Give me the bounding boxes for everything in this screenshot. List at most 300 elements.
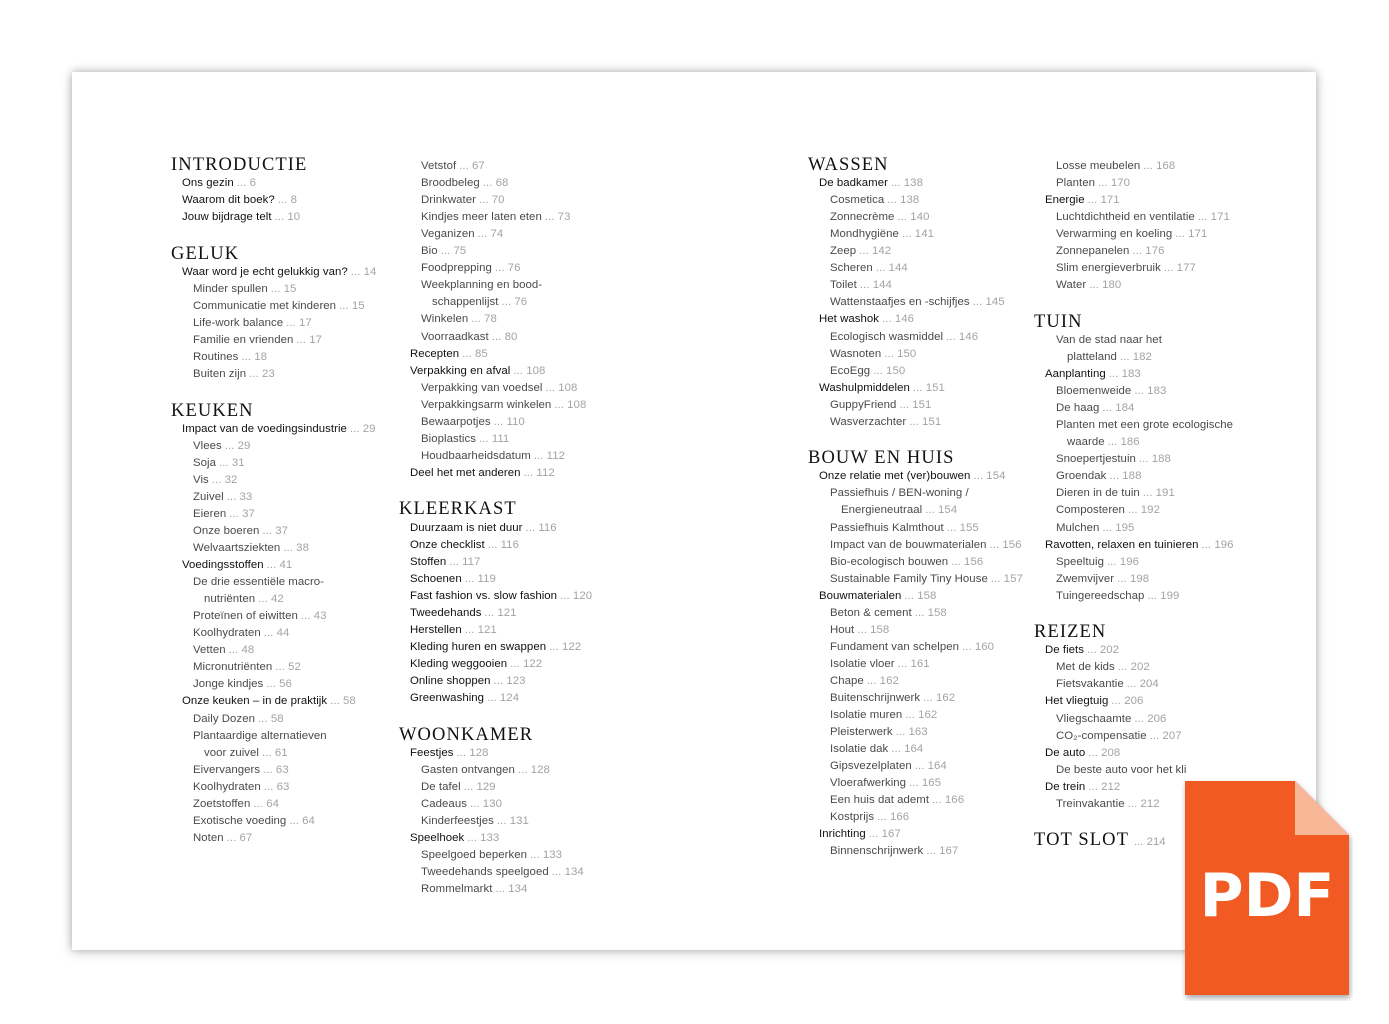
entry-title: Zuivel [193,490,224,503]
page-number: ... 150 [873,364,906,377]
entry-title: CO₂-compensatie [1056,729,1147,742]
page-number: ... 164 [891,743,924,756]
toc-entry [410,589,592,603]
toc-entry [421,432,509,446]
page-number: ... 58 [257,712,284,725]
page-number: ... 151 [899,398,932,411]
toc-chapter-heading [171,244,239,264]
entry-title: Pleisterwerk [830,726,893,739]
page-number: ... 75 [440,245,467,258]
pdf-label: PDF [1199,861,1335,931]
page-number: ... 42 [258,593,284,606]
toc-entry [830,708,937,722]
toc-entry [182,694,356,708]
toc-entry [421,797,502,811]
page-number: ... 196 [1201,538,1234,551]
toc-entry [193,541,309,555]
entry-title: Kinderfeestjes [421,814,494,827]
toc-entry [410,538,519,552]
toc-entry [204,592,284,606]
entry-title: Bio [421,245,438,258]
entry-title: Planten met een grote ecologische [1056,419,1234,432]
toc-entry [421,227,503,241]
toc-entry [421,278,542,292]
entry-title: Onze boeren [193,524,260,537]
entry-title: Jouw bijdrage telt [182,211,272,224]
toc-entry [421,312,497,326]
page-number: ... 17 [296,333,322,346]
entry-title: Proteïnen of eiwitten [193,610,298,623]
page-number: ... 196 [1106,555,1139,568]
page-number: ... 162 [866,674,899,687]
page-number: ... 171 [1175,228,1208,241]
toc-entry [193,282,296,296]
entry-title: Cosmetica [830,194,885,207]
toc-entry [830,674,899,688]
entry-title: Eieren [193,507,227,520]
toc-entry [1056,677,1159,691]
toc-entry [830,657,930,671]
toc-entry [1056,159,1175,173]
entry-title: Scheren [830,262,873,275]
entry-title: Passiefhuis Kalmthout [830,521,944,534]
entry-title: Veganizen [421,228,475,241]
page-number: ... 58 [330,695,356,708]
entry-title: Bouwmaterialen [819,589,902,602]
toc-entry [830,538,1022,552]
toc-entry [193,316,312,330]
entry-title: Gasten ontvangen [421,763,515,776]
entry-title: Vliegschaamte [1056,712,1132,725]
page-number: ... 131 [496,814,529,827]
chapter-title: WASSEN [808,155,889,175]
page-number: ... 17 [286,316,312,329]
toc-entry [1056,401,1134,415]
page-number: ... 63 [263,780,290,793]
toc-entry [421,780,496,794]
page-number: ... 156 [951,555,984,568]
toc-entry [421,449,565,463]
entry-title: Waar word je echt gelukkig van? [182,265,348,278]
entry-title: Energie [1045,194,1085,207]
page-number: ... 67 [459,160,485,172]
entry-title: Washulpmiddelen [819,381,910,394]
page-number: ... 158 [857,623,890,636]
toc-entry [193,490,252,504]
entry-title: Sustainable Family Tiny House [830,572,988,585]
page-number: ... 112 [523,466,555,479]
page-number: ... 32 [211,473,238,486]
entry-title: Energieneutraal [841,504,923,517]
toc-entry [410,623,497,637]
entry-title: De drie essentiële macro- [193,576,325,589]
toc-entry [830,330,978,344]
entry-title: Beton & cement [830,606,912,619]
entry-title: Speelgoed beperken [421,848,528,861]
page-number: ... 199 [1147,589,1180,602]
entry-title: Daily Dozen [193,712,255,725]
entry-title: Plantaardige alternatieven [193,729,327,742]
page-number: ... 180 [1089,279,1122,292]
toc-entry [1067,350,1152,364]
entry-title: Toilet [830,279,857,292]
entry-title: Foodprepping [421,262,492,275]
toc-chapter-heading [1034,830,1166,852]
page-number: ... 74 [477,228,504,241]
page-number: ... 116 [525,521,557,534]
toc-entry [193,456,245,470]
entry-title: Passiefhuis / BEN-woning / [830,487,969,500]
page-number: ... 15 [339,299,365,312]
toc-entry [410,831,499,845]
page-number: ... 108 [513,364,546,377]
toc-entry [193,814,315,828]
toc-entry [1056,797,1160,811]
toc-entry [830,521,979,535]
page-number: ... 23 [249,368,275,381]
entry-title: Luchtdichtheid en ventilatie [1056,211,1195,224]
entry-title: Ravotten, relaxen en tuinieren [1045,538,1199,551]
toc-entry [193,333,322,347]
entry-title: Noten [193,831,224,844]
page-number: ... 122 [549,640,582,653]
page-number: ... 214 [1133,836,1166,849]
page-number: ... 188 [1109,470,1142,483]
toc-entry [830,278,892,292]
toc-entry [421,865,584,879]
page-number: ... 111 [479,432,510,445]
entry-title: Fietsvakantie [1056,678,1124,691]
toc-entry [819,469,1005,483]
entry-title: Life-work balance [193,316,284,329]
page-number: ... 151 [909,415,942,428]
entry-title: Bloemenweide [1056,385,1132,398]
toc-entry [830,640,994,654]
page-number: ... 134 [495,883,528,895]
toc-entry [1056,486,1175,500]
toc-entry [830,227,934,241]
toc-entry [410,555,480,569]
entry-title: Isolatie muren [830,709,903,722]
page-number: ... 129 [463,780,496,793]
page-number: ... 198 [1117,572,1150,585]
entry-title: Dieren in de tuin [1056,487,1140,500]
page-number: ... 48 [228,644,255,657]
entry-title: voor zuivel [204,746,259,759]
entry-title: Greenwashing [410,692,485,704]
toc-entry [830,193,919,207]
entry-title: Kleding huren en swappen [410,640,547,653]
entry-title: Met de kids [1056,661,1115,674]
page-number: ... 124 [487,692,520,704]
entry-title: Kostprijs [830,811,875,824]
entry-title: Isolatie vloer [830,657,895,670]
page-number: ... 44 [263,627,290,640]
page-number: ... 14 [350,265,377,278]
toc-entry [819,381,945,395]
entry-title: Duurzaam is niet duur [410,521,523,534]
toc-entry [1056,555,1139,569]
toc-entry [193,831,252,845]
toc-entry [1045,367,1141,381]
entry-title: Weekplanning en bood- [421,279,543,292]
toc-entry [193,797,279,811]
page-number: ... 204 [1126,678,1159,691]
entry-title: Buitenschrijnwerk [830,692,921,704]
entry-title: De auto [1045,746,1086,759]
toc-entry [193,763,289,777]
entry-title: Slim energieverbruik [1056,262,1161,275]
page-number: ... 37 [229,507,255,520]
toc-entry [830,555,983,569]
page-number: ... 8 [277,194,298,207]
toc-entry [193,677,292,691]
page-number: ... 150 [884,347,917,360]
entry-title: Houdbaarheidsdatum [421,449,531,462]
entry-title: De tafel [421,780,461,793]
toc-chapter-heading [399,725,533,745]
entry-title: Zonnepanelen [1056,245,1130,258]
page-number: ... 31 [219,456,245,469]
toc-entry [1056,521,1134,535]
entry-title: Fundament van schelpen [830,640,960,653]
toc-entry [830,759,947,773]
page-number: ... 6 [236,177,256,190]
toc-entry [1056,333,1162,347]
toc-entry [830,295,1005,309]
page-number: ... 108 [554,398,587,411]
page-number: ... 142 [859,245,892,258]
page-number: ... 208 [1088,746,1121,759]
toc-entry [193,575,324,589]
toc-entry [830,486,969,500]
toc-entry [819,176,923,190]
toc-chapter-heading [808,448,954,468]
page-number: ... 206 [1111,695,1144,708]
chapter-title: REIZEN [1034,622,1107,643]
entry-title: Zonnecrème [830,211,895,224]
toc-entry [830,606,947,620]
entry-title: Tuingereedschap [1056,589,1145,602]
entry-title: Onze checklist [410,538,485,551]
page-number: ... 133 [467,831,500,844]
entry-title: Onze keuken – in de praktijk [182,695,328,708]
toc-entry [421,763,550,777]
page-number: ... 155 [946,521,979,534]
page-number: ... 212 [1088,780,1121,793]
toc-entry [421,882,527,896]
toc-entry [193,524,288,538]
page-number: ... 119 [464,572,496,585]
page-number: ... 128 [517,763,550,776]
entry-title: Impact van de bouwmaterialen [830,538,987,551]
page-number: ... 37 [262,524,289,537]
page-number: ... 70 [478,194,505,207]
toc-entry [421,398,586,412]
toc-entry [182,265,376,279]
page-number: ... 110 [493,415,525,428]
entry-title: Koolhydraten [193,627,261,640]
page-number: ... 156 [989,538,1022,551]
page-number: ... 29 [349,422,376,435]
toc-entry [830,623,889,637]
entry-title: Tweedehands speelgoed [421,865,549,878]
entry-title: Koolhydraten [193,780,261,793]
toc-chapter-heading [171,401,254,421]
toc-entry [410,746,488,760]
entry-title: Vlees [193,439,222,452]
toc-entry [830,261,908,275]
page-number: ... 167 [926,845,959,858]
entry-title: Hout [830,623,855,636]
toc-entry [421,330,517,344]
page-number: ... 122 [510,657,543,670]
page-number: ... 33 [226,490,253,503]
entry-title: Voorraadkast [421,330,489,343]
entry-title: platteland [1067,351,1117,363]
toc-entry [421,244,466,258]
entry-title: De beste auto voor het kli [1056,763,1187,776]
page-number: ... 146 [882,313,915,326]
entry-title: Bio-ecologisch bouwen [830,555,949,568]
entry-title: Kindjes meer laten eten [421,211,542,224]
page-number: ... 76 [501,296,528,309]
page-number: ... 61 [262,746,288,759]
toc-entry [830,364,905,378]
page-number: ... 64 [253,797,279,810]
toc-entry [410,674,526,688]
toc-entry [830,793,964,807]
entry-title: Verwarming en koeling [1056,228,1173,241]
page-number: ... 64 [289,814,315,827]
entry-title: Aanplanting [1045,368,1106,381]
toc-entry [1045,193,1120,207]
toc-entry [182,210,300,224]
entry-title: Bioplastics [421,432,476,445]
page-number: ... 184 [1102,402,1135,415]
entry-title: Groendak [1056,470,1107,483]
page-number: ... 160 [962,640,995,653]
page-number: ... 121 [484,606,517,619]
entry-title: Zoetstoffen [193,797,251,810]
toc-entry [410,466,555,480]
page-number: ... 52 [275,661,301,674]
chapter-title: TUIN [1034,311,1083,332]
toc-entry [182,422,376,436]
chapter-title: GELUK [171,243,240,264]
page-number: ... 171 [1087,194,1120,207]
page-number: ... 85 [462,347,488,360]
page-number: ... 128 [456,746,489,759]
entry-title: De haag [1056,402,1100,415]
page-number: ... 80 [491,330,518,343]
toc-entry [830,210,929,224]
toc-entry [1045,746,1120,760]
entry-title: Ons gezin [182,177,234,190]
entry-title: Familie en vrienden [193,333,294,346]
entry-title: Cadeaus [421,797,467,810]
entry-title: schappenlijst [432,296,499,309]
page-number: ... 157 [990,572,1023,585]
page-number: ... 112 [533,449,565,462]
toc-entry [830,691,955,705]
entry-title: Vloerafwerking [830,777,907,790]
page-number: ... 170 [1097,177,1130,190]
page-number: ... 29 [224,439,251,452]
page-number: ... 10 [274,211,301,224]
entry-title: Vis [193,473,209,486]
chapter-title: KLEERKAST [399,499,517,520]
toc-entry [193,660,301,674]
page-number: ... 18 [241,351,267,363]
toc-entry [193,643,254,657]
page-number: ... 140 [897,211,930,224]
toc-entry [421,848,562,862]
toc-entry [1056,176,1130,190]
page-number: ... 176 [1132,245,1165,258]
toc-entry [1056,452,1171,466]
page-number: ... 63 [263,763,289,776]
page-number: ... 183 [1134,385,1167,398]
toc-chapter-heading [808,155,889,175]
entry-title: Waarom dit boek? [182,194,275,207]
page-number: ... 145 [972,296,1005,309]
entry-title: Speelhoek [410,831,465,844]
page-number: ... 162 [905,709,938,722]
page-number: ... 67 [226,831,253,844]
toc-entry [410,640,581,654]
entry-title: Van de stad naar het [1056,333,1162,346]
toc-entry [1056,660,1150,674]
page-number: ... 183 [1108,368,1141,381]
toc-entry [421,159,485,173]
entry-title: Gipsvezelplaten [830,760,912,773]
page-number: ... 168 [1143,160,1176,172]
entry-title: Verpakking van voedsel [421,381,543,394]
entry-title: Recepten [410,347,460,360]
page-number: ... 165 [909,777,942,790]
entry-title: Water [1056,279,1087,292]
page-number: ... 186 [1107,436,1140,449]
page-number: ... 154 [925,504,958,517]
page-number: ... 73 [544,211,571,224]
entry-title: Voedingsstoffen [182,559,264,572]
page-number: ... 188 [1138,453,1171,466]
page-number: ... 195 [1102,521,1135,534]
page-number: ... 144 [859,279,892,292]
toc-entry [1056,589,1179,603]
entry-title: Eivervangers [193,763,261,776]
toc-entry [182,176,256,190]
page-number: ... 138 [887,194,920,207]
toc-entry [1045,643,1119,657]
entry-title: Communicatie met kinderen [193,299,337,312]
entry-title: Welvaartsziekten [193,542,281,554]
page-number: ... 120 [560,589,593,602]
toc-entry [410,364,545,378]
page-number: ... 166 [932,794,965,807]
page-number: ... 56 [266,678,292,691]
toc-chapter-heading [399,499,517,519]
toc-entry [421,381,577,395]
page-number: ... 151 [912,381,945,394]
toc-entry [204,746,288,760]
page-number: ... 202 [1087,644,1120,657]
entry-title: Composteren [1056,504,1125,517]
toc-entry [193,507,255,521]
entry-title: Chape [830,674,864,687]
page-number: ... 108 [545,381,578,394]
